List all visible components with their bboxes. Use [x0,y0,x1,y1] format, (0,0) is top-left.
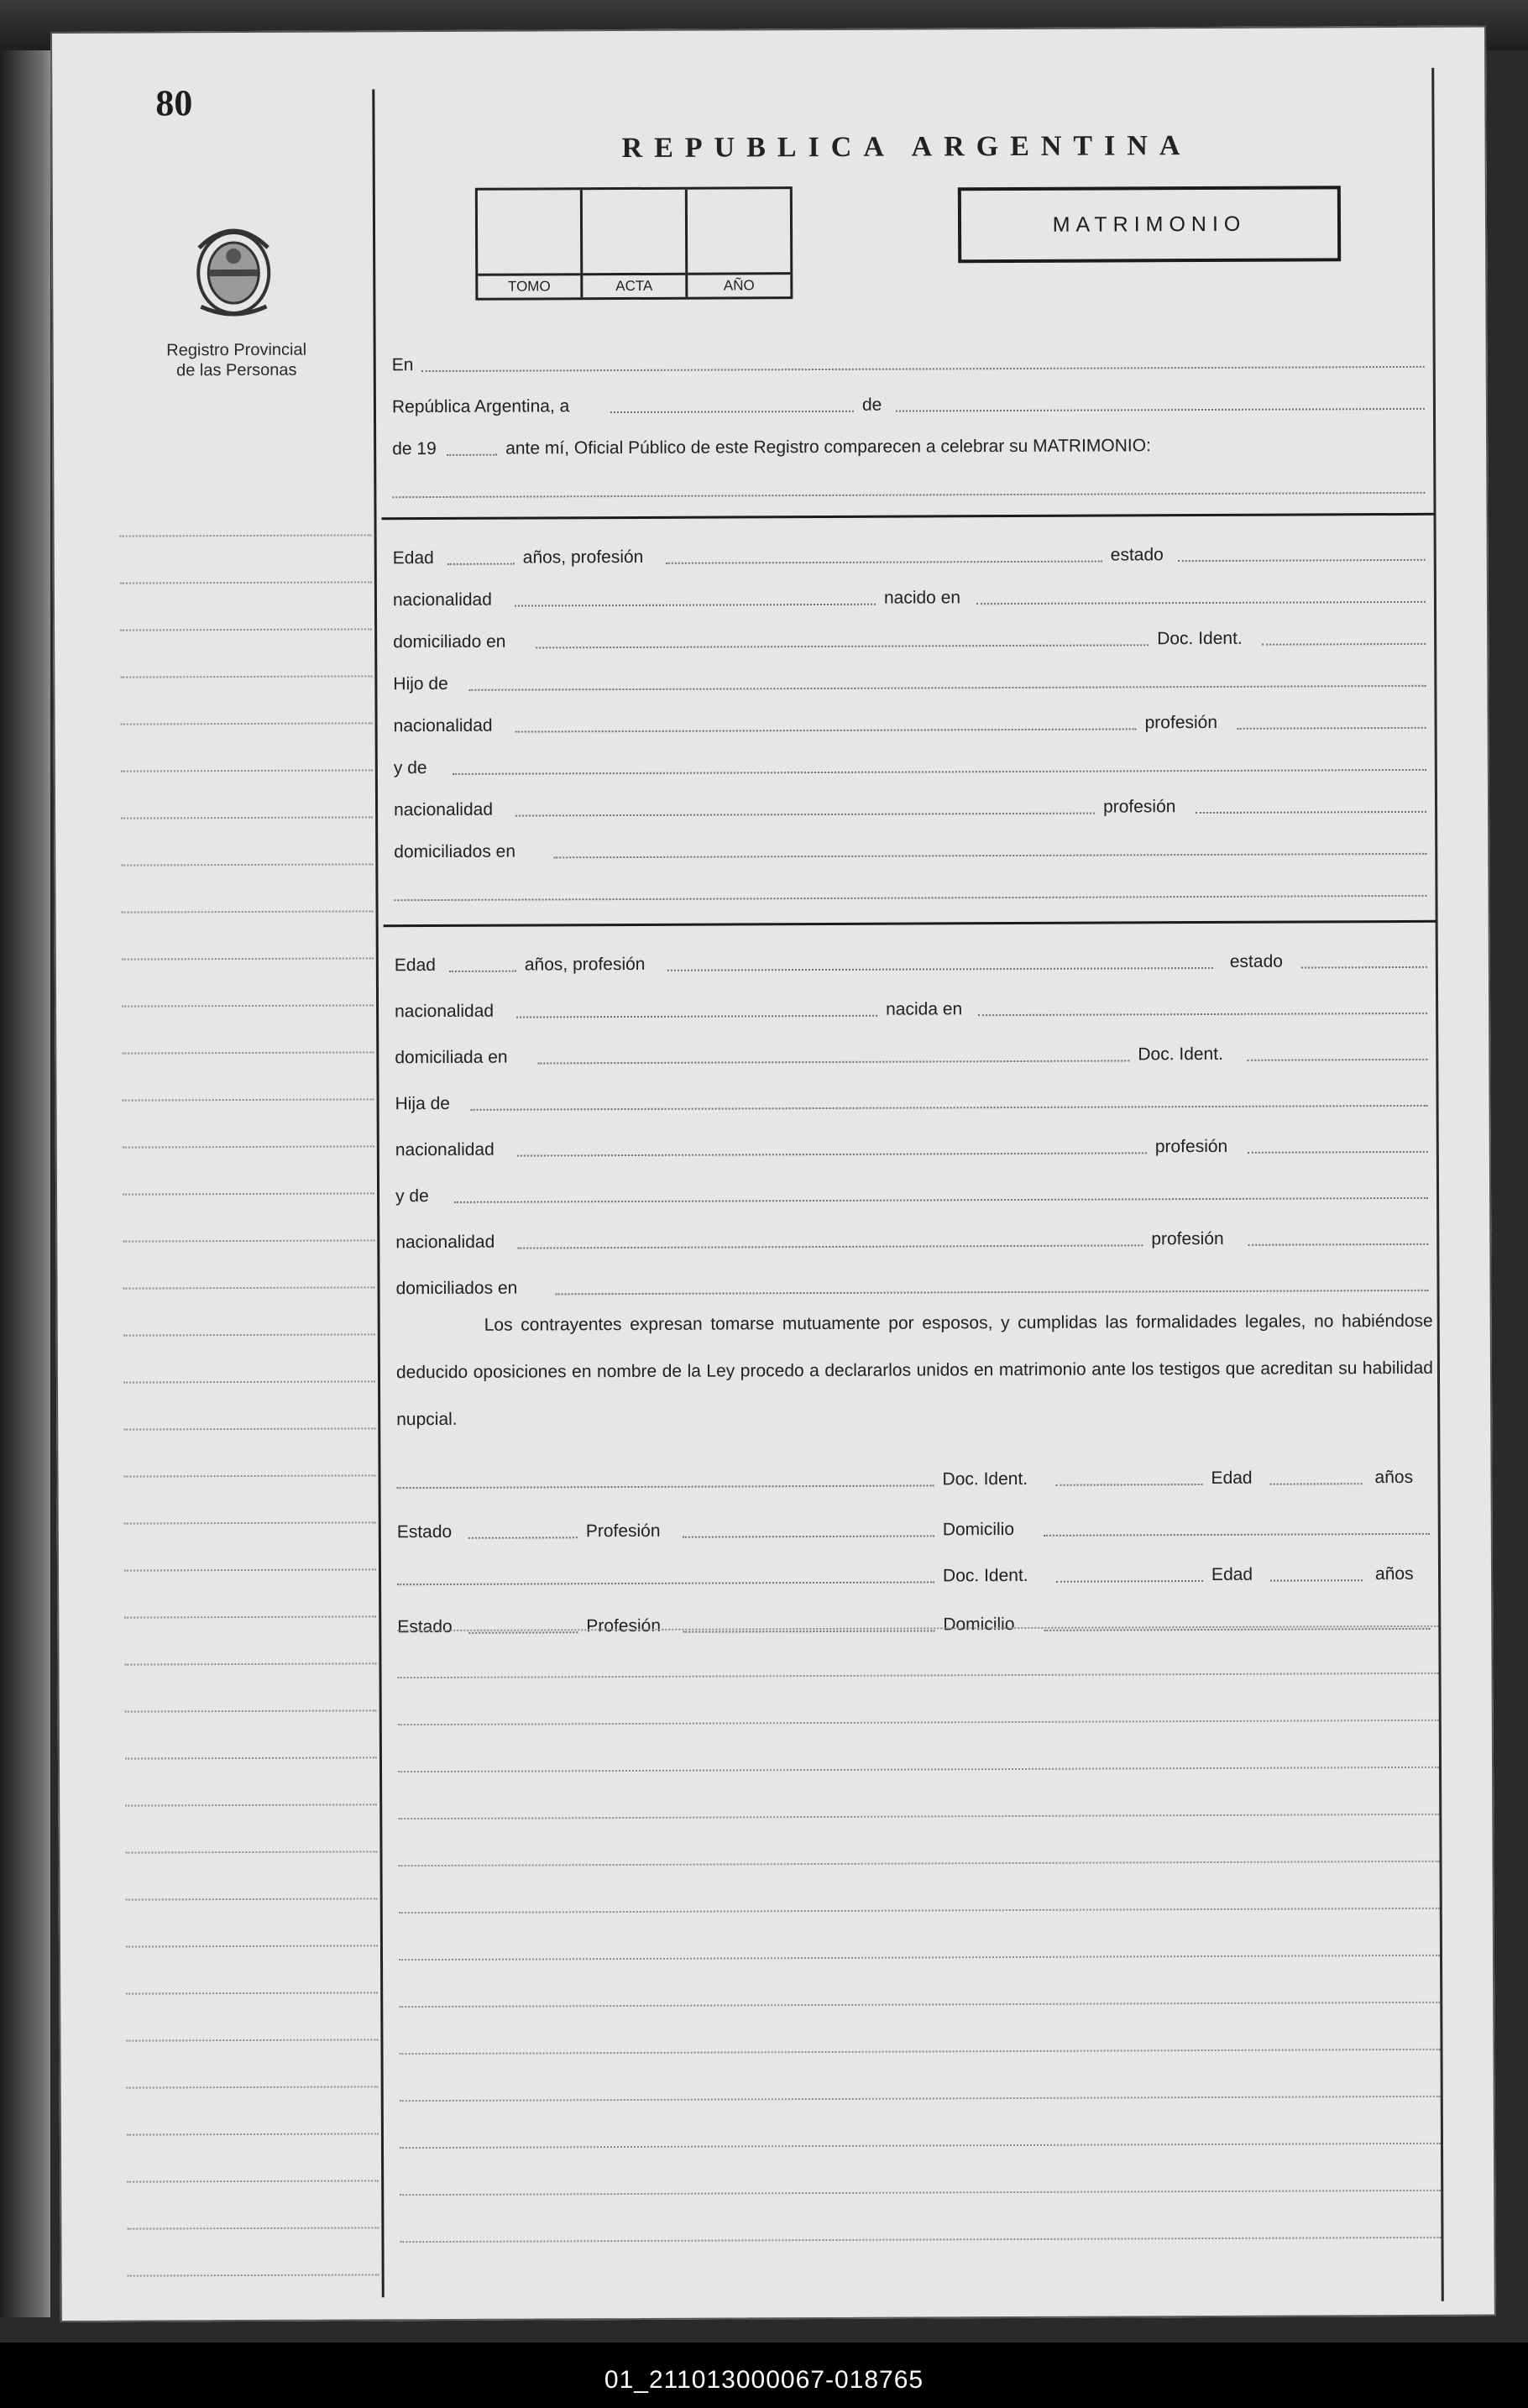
witness2-row-1 [393,1554,1434,1592]
groom-row-father-nac [390,702,1431,740]
margin-note-line[interactable] [120,534,372,537]
groom-doc-label: Doc. Ident. [1157,628,1243,649]
groom-profesion-label: años, profesión [522,547,644,568]
bride-father-field[interactable] [471,1105,1428,1111]
witness1-doc-label: Doc. Ident. [942,1468,1028,1489]
observation-line[interactable] [398,1814,1439,1819]
groom-father-nac-label: nacionalidad [393,715,493,736]
groom-estado-label: estado [1110,545,1164,565]
bride-row-father-nac [391,1126,1432,1164]
republic-title: REPUBLICA ARGENTINA [621,130,1192,165]
observation-lines [397,1625,1441,2268]
bride-mother-nac-label: nacionalidad [395,1232,495,1253]
margin-note-lines [120,534,379,2298]
groom-extra-field[interactable] [395,895,1427,901]
groom-row-domiciliados [390,828,1431,866]
page-number: 80 [155,82,193,124]
registry-name-line2: de las Personas [175,360,297,380]
bride-profesion-field[interactable] [667,967,1213,971]
observation-line[interactable] [399,1861,1440,1866]
en-field[interactable] [421,366,1425,372]
groom-row-edad [389,534,1430,572]
bride-hija-label: Hija de [395,1093,450,1114]
margin-note-line[interactable] [121,863,373,866]
witness1-estado-field[interactable] [468,1536,578,1539]
margin-note-line[interactable] [125,1709,377,1712]
witness1-domicilio-label: Domicilio [942,1520,1015,1540]
witness2-profesion-label: Profesión [586,1615,662,1636]
witness1-edad-label: Edad [1211,1468,1253,1488]
groom-nacido-field[interactable] [976,601,1426,605]
bride-nacida-field[interactable] [978,1013,1427,1016]
groom-mother-nac-label: nacionalidad [393,799,494,820]
margin-note-line[interactable] [124,1662,376,1665]
groom-mother-prof-label: profesión [1102,797,1176,817]
year-field[interactable] [447,454,497,456]
groom-row-mother [390,744,1431,782]
bride-estado-label: estado [1229,951,1283,971]
bride-nacida-label: nacida en [886,999,963,1019]
observation-line[interactable] [400,2190,1441,2196]
margin-note-line[interactable] [124,1568,376,1571]
margin-note-line[interactable] [123,1145,374,1148]
bride-father-nac-field[interactable] [517,1152,1147,1156]
bride-mother-field[interactable] [454,1197,1428,1203]
witness1-row-1 [392,1458,1433,1495]
margin-note-line[interactable] [127,2180,379,2182]
margin-note-line[interactable] [125,1850,377,1853]
groom-row-domicilio [389,618,1430,656]
registry-name-line1: Registro Provincial [166,340,307,360]
groom-estado-field[interactable] [1178,559,1426,562]
preamble-extra-field[interactable] [392,492,1425,498]
month-field[interactable] [896,408,1425,412]
declaration-text: Los contrayentes expresan tomarse mutuamente por esposos, y cumplidas las formalidades legales, no habiéndose deducido oposiciones en nombre de la Ley procedo a declararlos unidos en matrimonio ante los testigos que acreditan su habilidad nupcial. [395,1311,1434,1430]
tomo-label: TOMO [478,273,580,298]
margin-note-line[interactable] [122,1051,374,1054]
margin-note-line[interactable] [125,1803,377,1806]
bride-doc-label: Doc. Ident. [1138,1044,1223,1065]
witness2-domicilio-label: Domicilio [943,1615,1015,1635]
groom-nacionalidad-field[interactable] [515,604,876,607]
margin-note-line[interactable] [120,581,372,584]
margin-note-line[interactable] [122,1004,374,1007]
margin-note-line[interactable] [122,957,374,960]
margin-note-line[interactable] [125,1756,377,1759]
margin-note-line[interactable] [121,769,373,772]
register-page [50,26,1496,2322]
groom-father-prof-label: profesión [1144,712,1218,733]
witness2-anos-label: años [1374,1563,1414,1584]
bride-mother-prof-field[interactable] [1248,1243,1428,1246]
groom-father-nac-field[interactable] [515,728,1137,732]
margin-note-line[interactable] [121,816,373,819]
witness1-estado-label: Estado [396,1521,453,1542]
groom-y-de-label: y de [393,758,427,778]
section-divider-2 [384,920,1436,927]
margin-note-line[interactable] [126,1898,378,1900]
observation-line[interactable] [398,1767,1439,1772]
bride-edad-field[interactable] [449,971,516,972]
registry-reference-box [475,186,793,301]
groom-father-prof-field[interactable] [1238,727,1426,730]
bride-father-nac-label: nacionalidad [395,1139,495,1160]
groom-father-field[interactable] [468,685,1426,691]
observation-line[interactable] [400,2049,1441,2055]
groom-mother-nac-field[interactable] [515,813,1095,817]
book-binding [0,50,50,2317]
witness2-doc-label: Doc. Ident. [942,1565,1028,1586]
margin-note-line[interactable] [127,2227,379,2229]
witness1-anos-label: años [1374,1467,1414,1488]
ano-label: AÑO [688,272,790,297]
acta-label: ACTA [583,273,685,298]
groom-row-extra [390,870,1431,908]
groom-mother-prof-field[interactable] [1196,811,1426,814]
witness2-doc-field[interactable] [1056,1580,1203,1583]
preamble-row-1 [388,341,1429,379]
bride-nacionalidad-label: nacionalidad [395,1001,495,1022]
margin-note-line[interactable] [126,2039,378,2041]
witness2-edad-field[interactable] [1270,1579,1363,1581]
bride-row-nacionalidad [390,987,1431,1025]
act-type-box: MATRIMONIO [958,186,1341,263]
bride-nacionalidad-field[interactable] [516,1015,877,1018]
bride-row-domiciliados [391,1264,1432,1302]
groom-profesion-field[interactable] [666,561,1102,564]
observation-line[interactable] [400,2143,1441,2149]
acta-cell[interactable] [583,190,688,298]
bride-domiciliada-label: domiciliada en [395,1047,508,1068]
observation-line[interactable] [400,2237,1441,2243]
observation-line[interactable] [399,1955,1440,1960]
bride-mother-prof-label: profesión [1151,1228,1224,1249]
witness2-edad-label: Edad [1211,1564,1253,1584]
witness2-estado-label: Estado [397,1616,453,1637]
observation-line[interactable] [400,2096,1441,2102]
groom-hijo-label: Hijo de [393,673,448,694]
margin-note-line[interactable] [124,1474,376,1477]
margin-note-line[interactable] [123,1286,375,1289]
margin-note-line[interactable] [124,1615,376,1618]
bride-mother-nac-field[interactable] [517,1244,1143,1248]
groom-row-mother-nac [390,786,1431,824]
bride-row-hija [390,1080,1431,1118]
margin-note-line[interactable] [123,1098,374,1101]
bride-father-prof-label: profesión [1154,1136,1228,1157]
bride-domiciliados-field[interactable] [556,1290,1429,1296]
bride-row-mother-nac [391,1218,1432,1256]
bride-father-prof-field[interactable] [1248,1151,1428,1154]
observation-line[interactable] [399,2002,1440,2008]
republica-label: República Argentina, a [391,396,570,417]
margin-note-line[interactable] [123,1427,375,1430]
witness1-domicilio-field[interactable] [1044,1533,1430,1536]
groom-row-hijo [389,660,1430,698]
bride-row-edad [390,941,1431,979]
margin-note-line[interactable] [127,2133,379,2135]
groom-domiciliado-label: domiciliado en [393,631,506,652]
bride-edad-label: Edad [394,955,436,976]
margin-note-line[interactable] [126,1945,378,1947]
groom-edad-field[interactable] [447,563,515,565]
observation-line[interactable] [398,1720,1439,1725]
de19-label: de 19 [392,438,437,459]
margin-note-line[interactable] [123,1239,374,1242]
groom-domiciliados-field[interactable] [553,853,1426,859]
bride-row-mother [391,1172,1432,1210]
groom-domiciliado-field[interactable] [536,644,1149,648]
witness1-name-field[interactable] [397,1484,934,1489]
witness2-name-field[interactable] [397,1581,934,1585]
margin-note-line[interactable] [123,1333,375,1336]
ano-cell[interactable] [688,189,791,297]
bride-profesion-label: años, profesión [524,954,646,975]
groom-nacido-label: nacido en [883,588,961,608]
bride-row-domicilio [390,1034,1431,1071]
witness1-profesion-label: Profesión [585,1521,661,1542]
margin-note-line[interactable] [120,628,372,631]
bride-doc-field[interactable] [1247,1059,1427,1061]
witness1-edad-field[interactable] [1270,1483,1363,1484]
preamble-row-2 [388,383,1429,421]
groom-doc-field[interactable] [1262,643,1426,646]
margin-note-line[interactable] [122,910,374,913]
observation-line[interactable] [398,1673,1439,1678]
preamble-row-4 [388,467,1429,505]
footer-caption: 01_211013000067-018765 [604,2366,924,2394]
day-field[interactable] [610,411,854,413]
declaration-paragraph [396,1298,1434,1443]
margin-note-line[interactable] [123,1380,375,1383]
margin-note-line[interactable] [128,2274,379,2276]
groom-edad-label: Edad [392,548,434,568]
de-label: de [861,395,882,415]
groom-mother-field[interactable] [453,769,1426,775]
margin-note-line[interactable] [123,1192,374,1195]
coat-of-arms-seal [184,214,284,322]
preamble-row-3 [388,425,1429,463]
bride-domiciliada-field[interactable] [537,1060,1129,1064]
groom-domiciliados-label: domiciliados en [394,841,516,862]
registry-name [140,340,333,381]
groom-nacionalidad-label: nacionalidad [392,589,492,610]
witness1-row-2 [393,1508,1434,1546]
witness1-profesion-field[interactable] [683,1535,934,1537]
section-divider-1 [382,513,1435,520]
ante-label: ante mí, Oficial Público de este Registro comparecen a celebrar su MATRIMONIO: [505,436,1151,458]
witness1-doc-field[interactable] [1056,1484,1203,1486]
tomo-cell[interactable] [478,190,583,298]
margin-note-line[interactable] [121,722,373,725]
margin-note-line[interactable] [127,2086,379,2088]
margin-note-line[interactable] [120,675,372,678]
bride-domiciliados-label: domiciliados en [395,1278,518,1299]
bride-y-de-label: y de [395,1186,429,1207]
bride-estado-field[interactable] [1301,966,1427,969]
margin-note-line[interactable] [124,1521,376,1524]
en-label: En [391,355,414,375]
groom-row-nacionalidad [389,576,1430,614]
observation-line[interactable] [399,1908,1440,1913]
margin-note-line[interactable] [126,1992,378,1994]
